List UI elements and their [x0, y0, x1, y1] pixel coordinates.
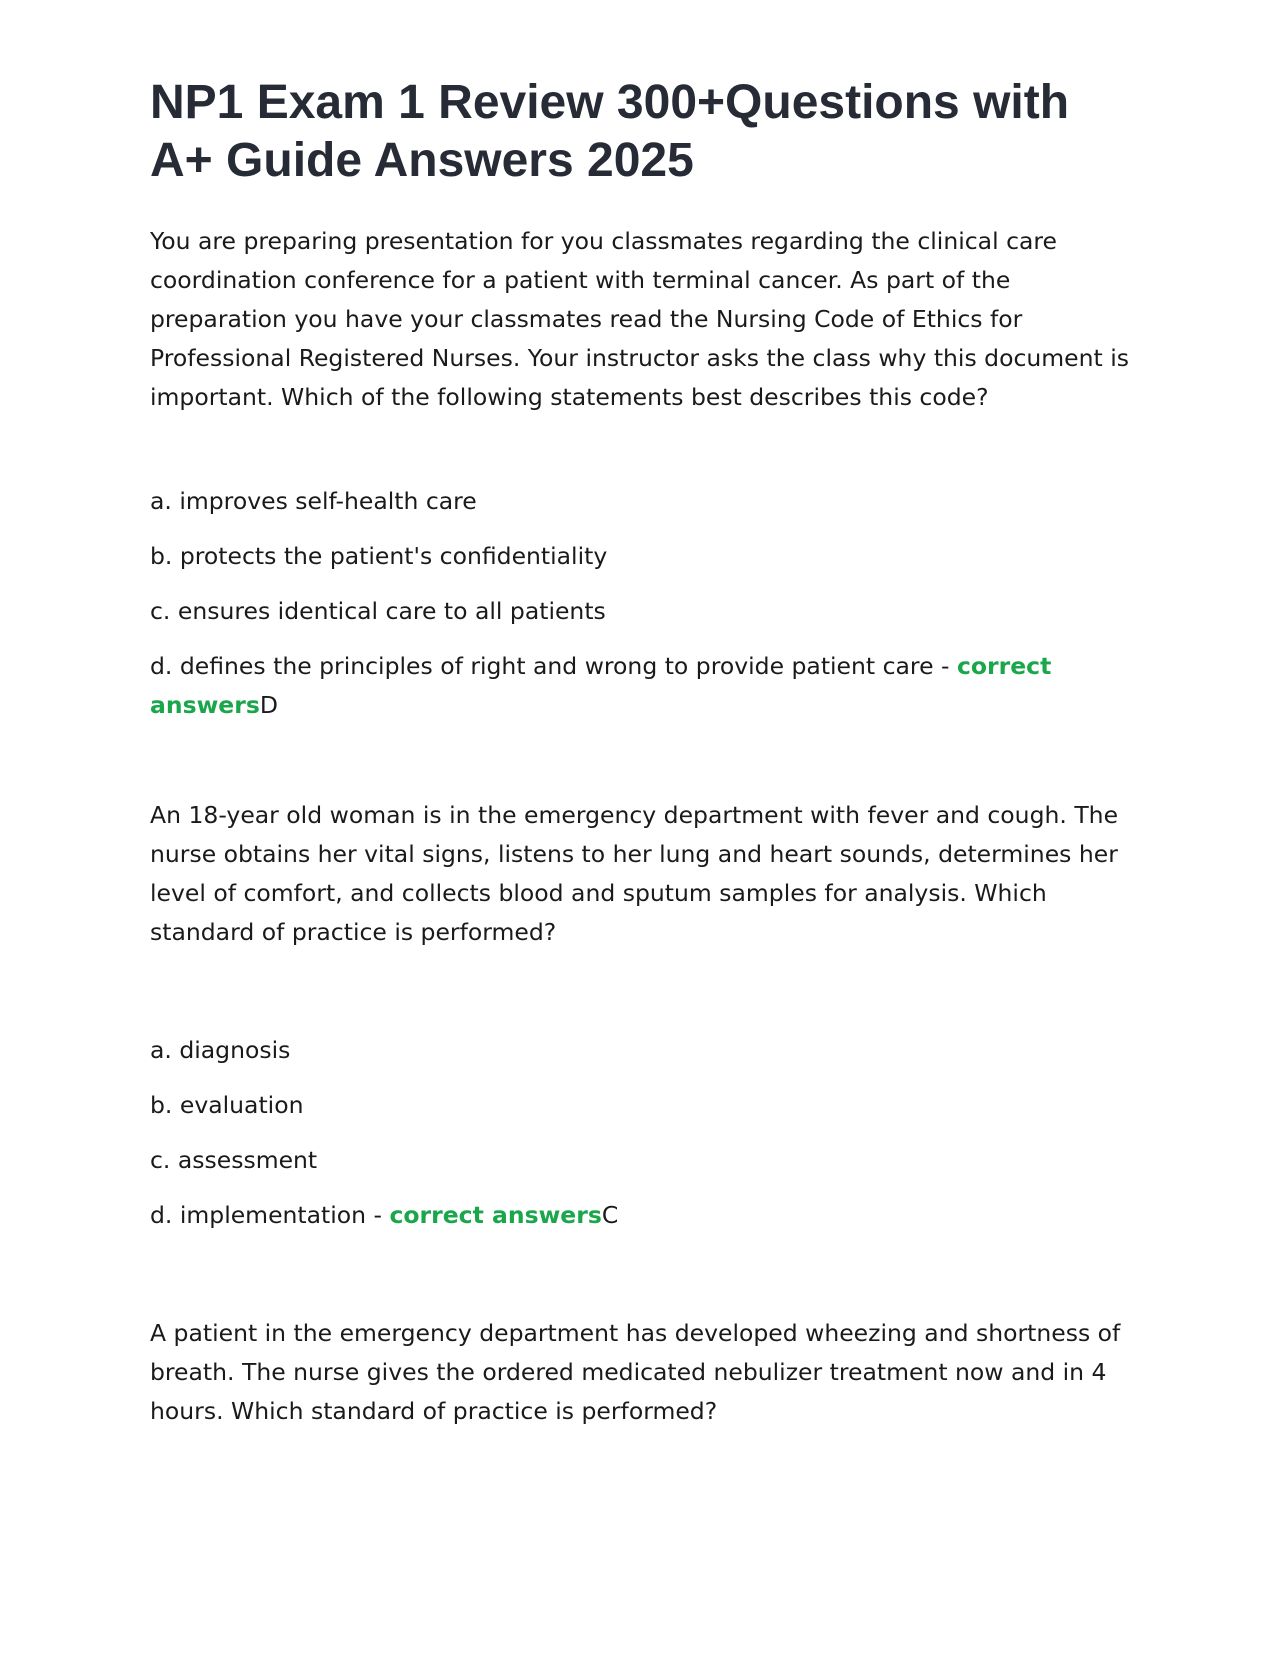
question-2-option-d	[150, 1196, 1130, 1235]
page-title: NP1 Exam 1 Review 300+Questions with A+ Guide Answers 2025	[150, 76, 1070, 187]
question-1-option-d	[150, 647, 1130, 725]
question-1-option-b: b. protects the patient's confidentiality	[150, 542, 608, 570]
question-2-text: An 18-year old woman is in the emergency department with fever and cough. The nurse obtains her vital signs, listens to her lung and heart sounds, determines her level of comfort, and collects blood and sputum samples for analysis. Which standard of practice is performed?	[150, 801, 1119, 946]
question-2-correct-label: correct answers	[389, 1201, 602, 1229]
question-1-text: You are preparing presentation for you classmates regarding the clinical care coordination conference for a patient with terminal cancer. As part of the preparation you have your classmates read the Nursing Code of Ethics for Professional Registered Nurses. Your instructor asks the class why this document is important. Which of the following statements best describes this code?	[150, 227, 1129, 411]
question-1-option-a: a. improves self-health care	[150, 487, 477, 515]
question-2-option-b: b. evaluation	[150, 1091, 304, 1119]
question-2-option-c: c. assessment	[150, 1146, 318, 1174]
question-2-option-d-text: d. implementation -	[150, 1201, 390, 1229]
question-2-option-a: a. diagnosis	[150, 1036, 291, 1064]
question-1-answer: D	[259, 691, 278, 719]
question-1-option-d-text: d. defines the principles of right and wrong to provide patient care -	[150, 652, 957, 680]
question-1-correct-label: correct answers	[150, 652, 1052, 719]
question-3-text: A patient in the emergency department has developed wheezing and shortness of breath. The nurse gives the ordered medicated nebulizer treatment now and in 4 hours. Which standard of practice is performed?	[150, 1319, 1121, 1425]
question-2-answer: C	[601, 1201, 619, 1229]
question-1-option-c: c. ensures identical care to all patients	[150, 597, 606, 625]
